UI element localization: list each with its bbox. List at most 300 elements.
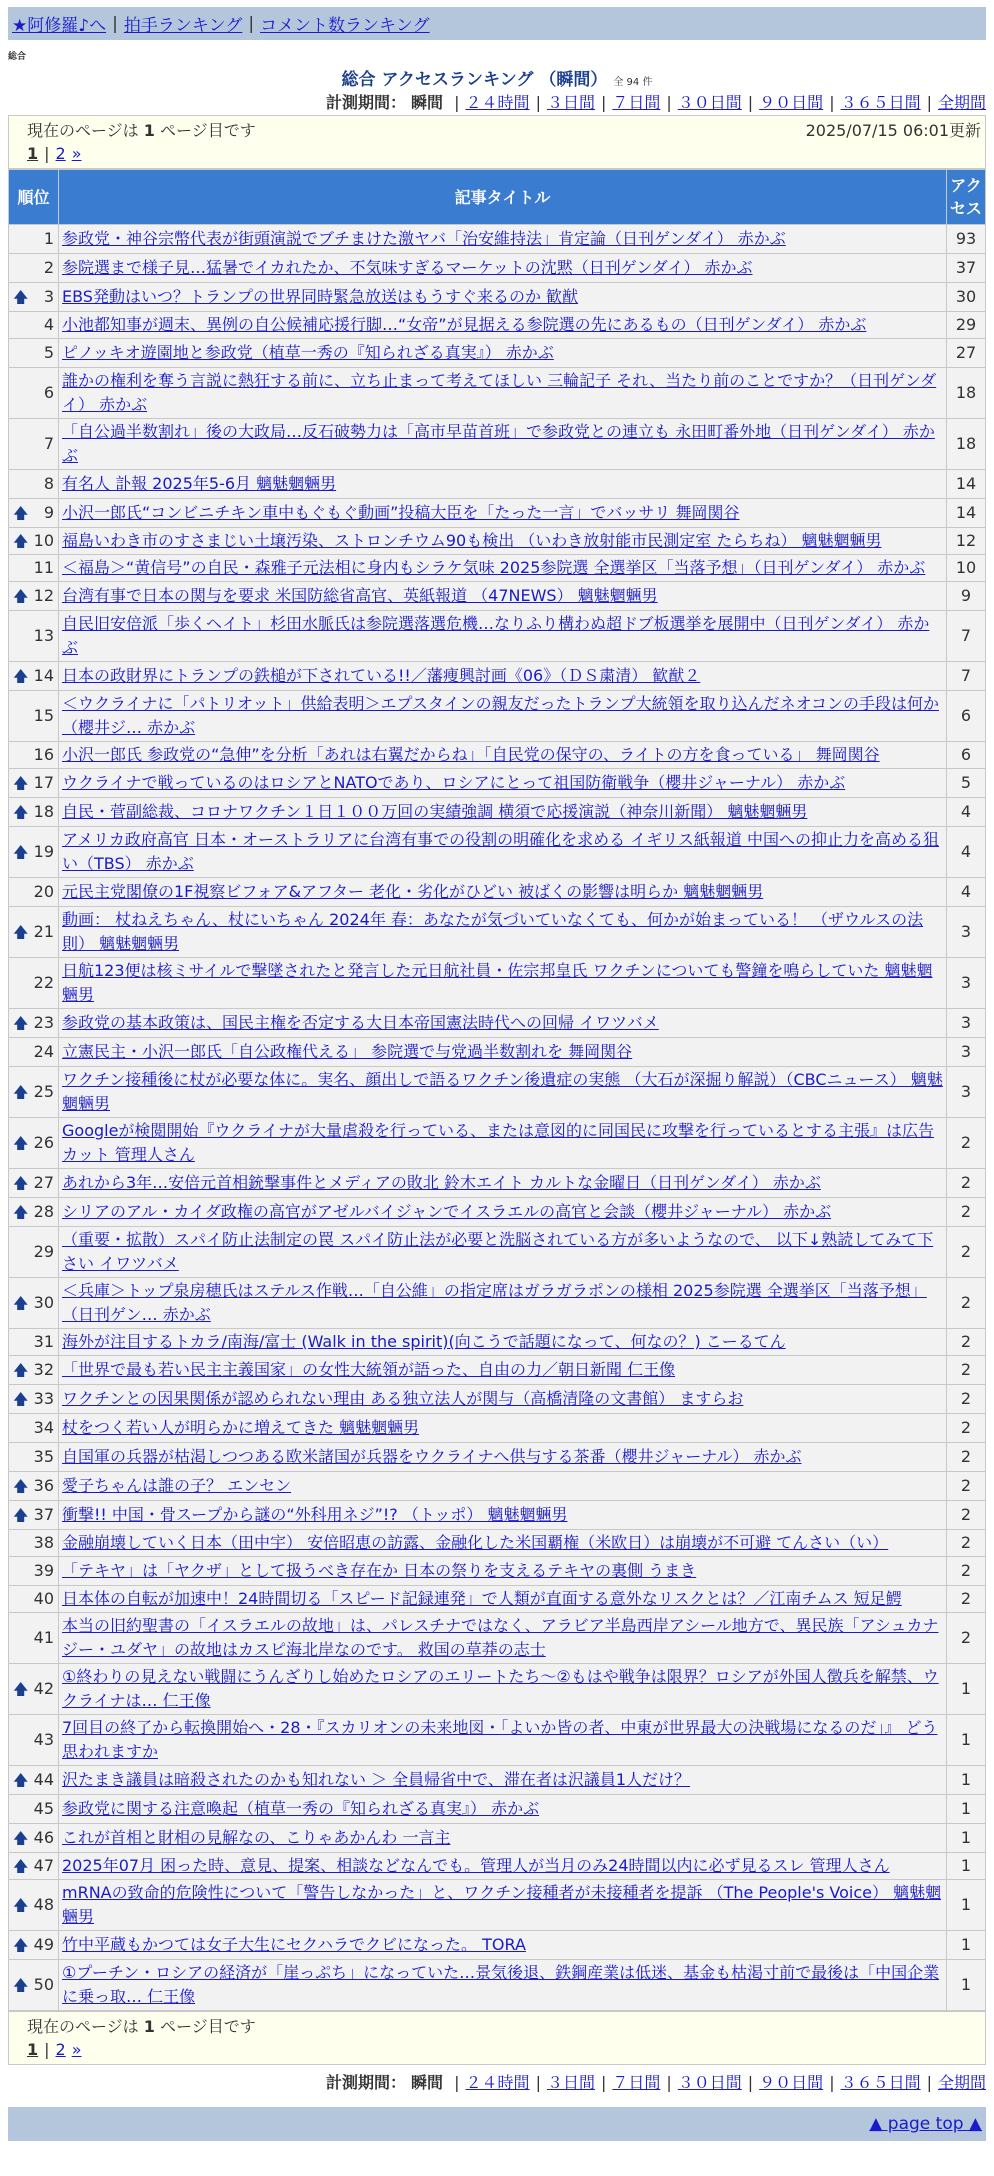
article-link[interactable]: 小沢一郎氏“コンビニチキン車中もぐもぐ動画”投稿大臣を「たった一言」でバッサリ 舞岡関谷 [62,503,740,522]
ranking-row [9,1715,986,1766]
up-arrow-icon: 🡅 [13,1857,29,1875]
period-separator: | [829,93,835,112]
period-separator: | [926,93,932,112]
article-link[interactable]: ワクチン接種後に杖が必要な体に。実名、顔出しで語るワクチン後遺症の実態 （大石が深掘り解説）（CBCニュース） 魑魅魍魎男 [62,1070,943,1113]
title-cell [59,419,947,470]
title-cell [59,1931,947,1960]
title-cell [59,225,947,254]
page-info-top [8,115,986,169]
title-cell [59,1169,947,1198]
title-cell [59,368,947,419]
article-link[interactable]: ＜兵庫＞トップ泉房穂氏はステルス作戦…「自公維」の指定席はガラガラポンの様相 2025参院選 全選挙区「当落予想」（日刊ゲン… 赤かぶ [62,1281,927,1324]
article-link[interactable]: 杖をつく若い人が明らかに増えてきた 魑魅魍魎男 [62,1418,420,1437]
rank-number: 49 [33,1935,54,1954]
rank-number: 35 [33,1447,54,1466]
title-cell [59,1329,947,1356]
period-link[interactable]: ３０日間 [677,93,742,112]
article-link[interactable]: （重要・拡散）スパイ防止法制定の罠 スパイ防止法が必要と洗脳されている方が多いようなので、 以下↓熟読してみて下さい イワツバメ [62,1230,934,1273]
rank-number: 40 [33,1589,54,1608]
ranking-row [9,499,986,528]
rank-number: 21 [33,922,54,941]
access-count: 3 [947,1067,986,1118]
up-arrow-icon: 🡅 [13,1680,29,1698]
title-cell [59,798,947,827]
article-link[interactable]: 「世界で最も若い民主主義国家」の女性大統領が語った、自由の力／朝日新聞 仁王像 [62,1360,676,1379]
ranking-row [9,907,986,958]
period-link[interactable]: 全期間 [937,93,986,112]
rank-number: 38 [33,1533,54,1552]
rank-cell [9,769,59,798]
up-arrow-icon: 🡅 [13,1134,29,1152]
rank-cell [9,1329,59,1356]
period-separator: | [666,2073,672,2092]
rank-cell [9,283,59,312]
up-arrow-icon: 🡅 [13,587,29,605]
article-link[interactable]: 愛子ちゃんは誰の子？ エンセン [62,1476,292,1495]
rank-number: 23 [33,1013,54,1032]
rank-cell [9,528,59,555]
rank-number: 8 [43,474,54,493]
title-cell [59,1067,947,1118]
access-count: 2 [947,1414,986,1443]
period-separator: | [600,93,607,112]
rank-number: 37 [33,1505,54,1524]
article-link[interactable]: ウクライナで戦っているのはロシアとNATOであり、ロシアにとって祖国防衛戦争（櫻井ジャーナル） 赤かぶ [62,773,846,792]
title-cell [59,1038,947,1067]
title-cell [59,742,947,769]
rank-number: 50 [33,1975,54,1994]
ranking-row [9,611,986,662]
title-cell [59,1766,947,1795]
rank-number: 45 [33,1799,54,1818]
title-cell [59,582,947,611]
rank-cell [9,470,59,499]
access-count: 2 [947,1198,986,1227]
period-link[interactable]: ２４時間 [465,93,530,112]
article-link[interactable]: 「自公過半数割れ」後の大政局…反石破勢力は「高市早苗首班」で参政党との連立も 永田町番外地（日刊ゲンダイ） 赤かぶ [62,422,935,465]
nav-separator: | [248,13,255,34]
access-count: 2 [947,1227,986,1278]
article-link[interactable]: 日本の政財界にトランプの鉄槌が下されている!!／藩痩興討画《06》（ＤＳ粛清） 歓猷２ [62,666,701,685]
access-count: 6 [947,691,986,742]
access-count: 37 [947,254,986,283]
access-count: 2 [947,1501,986,1530]
rank-cell [9,368,59,419]
article-link[interactable]: アメリカ政府高官 日本・オーストラリアに台湾有事での役割の明確化を求める イギリス紙報道 中国への抑止力を高める狙い（TBS） 赤かぶ [62,830,940,873]
period-separator: | [666,93,672,112]
title-cell [59,1960,947,2011]
rank-cell [9,254,59,283]
up-arrow-icon: 🡅 [13,1361,29,1379]
article-link[interactable]: 立憲民主・小沢一郎氏「自公政権代える」 参院選で与党過半数割れを 舞岡関谷 [62,1042,633,1061]
period-link[interactable]: ９０日間 [759,2073,824,2092]
rank-cell [9,798,59,827]
access-count: 1 [947,1795,986,1824]
period-link[interactable]: ９０日間 [759,93,824,112]
title-cell [59,662,947,691]
title-cell [59,1824,947,1853]
rank-cell [9,1853,59,1880]
title-cell [59,1530,947,1557]
pager-page-2-link[interactable]: 2 [55,144,66,163]
ranking-row [9,1278,986,1329]
rank-number: 43 [33,1730,54,1749]
article-link[interactable]: ＜福島＞“黄信号”の自民・森雅子元法相に身内もシラケ気味 2025参院選 全選挙区「当落予想」（日刊ゲンダイ） 赤かぶ [62,558,926,577]
ranking-row [9,1038,986,1067]
article-link[interactable]: 小池都知事が週末、異例の自公候補応援行脚…“女帝”が見据える参院選の先にあるもの（日刊ゲンダイ） 赤かぶ [62,315,867,334]
title-cell [59,1715,947,1766]
up-arrow-icon: 🡅 [13,667,29,685]
article-link[interactable]: 自国軍の兵器が枯渇しつつある欧米諸国が兵器をウクライナへ供与する茶番（櫻井ジャーナル） 赤かぶ [62,1447,802,1466]
access-count: 6 [947,742,986,769]
article-link[interactable]: 動画： 杖ねえちゃん、杖にいちゃん 2024年 春：あなたが気づいていなくても、何かが始まっている！ （ザウルスの法則） 魑魅魍魎男 [62,910,924,953]
period-link[interactable]: ２４時間 [465,2073,530,2092]
article-link[interactable]: 日本体の自転が加速中！24時間切る「スピード記録連発」で人類が直面する意外なリスクとは？／江南チムス 短足鰐 [62,1589,902,1608]
ranking-title: 総合 アクセスランキング （瞬間） [341,70,608,90]
rank-cell [9,611,59,662]
rank-number: 30 [33,1293,54,1312]
rank-number: 17 [33,773,54,792]
period-separator: | [926,2073,932,2092]
access-count: 2 [947,1443,986,1472]
access-count: 12 [947,528,986,555]
access-count: 4 [947,827,986,878]
title-cell [59,1880,947,1931]
up-arrow-icon: 🡅 [13,1294,29,1312]
pager-page-2-link[interactable]: 2 [55,2040,66,2059]
access-count: 1 [947,1853,986,1880]
ranking-row [9,1664,986,1715]
ranking-row [9,339,986,368]
pager-current-page: 1 [27,144,39,163]
pager-current-page: 1 [27,2040,39,2059]
period-separator: | [535,93,541,112]
article-link[interactable]: 参政党・神谷宗幣代表が街頭演説でブチまけた激ヤバ「治安維持法」肯定論（日刊ゲンダイ） 赤かぶ [62,229,786,248]
genre-label: 総合 [8,52,27,62]
access-count: 5 [947,769,986,798]
rank-cell [9,1278,59,1329]
title-cell [59,339,947,368]
rank-cell [9,499,59,528]
title-cell [59,254,947,283]
title-cell [59,958,947,1009]
rank-cell [9,1586,59,1613]
ranking-row [9,1586,986,1613]
ranking-row [9,662,986,691]
article-link[interactable]: ①プーチン・ロシアの経済が「崖っぷち」になっていた…景気後退、鉄鋼産業は低迷、基金も枯渇寸前で最後は「中国企業に乗っ取… 仁王像 [62,1963,940,2006]
ranking-row [9,1472,986,1501]
up-arrow-icon: 🡅 [13,803,29,821]
rank-cell [9,555,59,582]
rank-number: 32 [33,1360,54,1379]
ranking-row [9,958,986,1009]
access-count: 4 [947,798,986,827]
title-cell [59,691,947,742]
total-count: 全 94 件 [613,77,653,88]
article-link[interactable]: 台湾有事で日本の関与を要求 米国防総省高官、英紙報道 （47NEWS） 魑魅魍魎男 [62,586,658,605]
title-cell [59,1586,947,1613]
article-link[interactable]: 誰かの権利を奪う言説に熱狂する前に、立ち止まって考えてほしい 三輪記子 それ、当たり前のことですか？（日刊ゲンダイ） 赤かぶ [62,371,937,414]
title-column-header: 記事タイトル [59,170,947,225]
pager-next-link[interactable]: » [71,144,82,163]
up-arrow-icon: 🡅 [13,774,29,792]
rank-cell [9,827,59,878]
pager-next-link[interactable]: » [71,2040,82,2059]
period-link[interactable]: ３６５日間 [840,2073,921,2092]
ranking-row [9,368,986,419]
article-link[interactable]: 小沢一郎氏 参政党の“急伸”を分析「あれは右翼だからね」「自民党の保守の、ライトの方を食っている」 舞岡関谷 [62,745,880,764]
article-link[interactable]: 自民旧安倍派「歩くヘイト」杉田水脈氏は参院選落選危機…なりふり構わぬ超ドブ板選挙を展開中（日刊ゲンダイ） 赤かぶ [62,614,930,657]
ranking-row [9,827,986,878]
rank-number: 29 [33,1242,54,1261]
article-link[interactable]: ワクチンとの因果関係が認められない理由 ある独立法人が関与（高橋清隆の文書館） ますらお [62,1389,744,1408]
rank-cell [9,1824,59,1853]
up-arrow-icon: 🡅 [13,923,29,941]
article-link[interactable]: 衝撃!! 中国・骨スープから謎の“外科用ネジ”!? （トッポ） 魑魅魍魎男 [62,1505,568,1524]
title-cell [59,1414,947,1443]
access-count: 2 [947,1586,986,1613]
ranking-row [9,878,986,907]
title-cell [59,1118,947,1169]
ranking-row [9,1960,986,2011]
article-link[interactable]: 2025年07月 困った時、意見、提案、相談などなんでも。管理人が当月のみ24時間以内に必ず見るスレ 管理人さん [62,1856,890,1875]
rank-number: 25 [33,1082,54,1101]
rank-number: 15 [33,706,54,725]
ranking-row [9,1385,986,1414]
up-arrow-icon: 🡅 [13,1477,29,1495]
article-link[interactable]: ピノッキオ遊園地と参政党（植草一秀の『知られざる真実』） 赤かぶ [62,343,554,362]
page-top-link[interactable]: ▲ page top ▲ [869,2114,982,2134]
current-page-text: 現在のページは 1 ページ目です [27,2017,256,2036]
title-cell [59,1853,947,1880]
title-cell [59,611,947,662]
article-link[interactable]: ＜ウクライナに「パトリオット」供給表明＞エプスタインの親友だったトランプ大統領を取り込んだネオコンの手段は何か（櫻井ジ… 赤かぶ [62,694,939,737]
ranking-row [9,1414,986,1443]
period-link[interactable]: ３日間 [546,2073,595,2092]
rank-number: 7 [43,434,54,453]
ranking-row [9,528,986,555]
period-current: 瞬間 [411,93,444,112]
up-arrow-icon: 🡅 [13,1174,29,1192]
period-link[interactable]: ７日間 [612,93,661,112]
rank-number: 48 [33,1895,54,1914]
article-link[interactable]: EBS発動はいつ？トランプの世界同時緊急放送はもうすぐ来るのか 歓猷 [62,287,579,306]
title-cell [59,827,947,878]
article-link[interactable]: これが首相と財相の見解なの、こりゃあかんわ 一言主 [62,1828,451,1847]
up-arrow-icon: 🡅 [13,1506,29,1524]
ranking-row [9,1009,986,1038]
rank-number: 13 [33,626,54,645]
access-count: 10 [947,555,986,582]
access-count: 1 [947,1880,986,1931]
applause-ranking-link[interactable]: 拍手ランキング [123,16,243,36]
ranking-row [9,1443,986,1472]
rank-number: 46 [33,1828,54,1847]
rank-cell [9,339,59,368]
rank-number: 4 [43,315,54,334]
access-count: 14 [947,499,986,528]
period-label: 計測期間： [325,93,406,112]
rank-cell [9,582,59,611]
ranking-row [9,1118,986,1169]
period-link[interactable]: ７日間 [612,2073,661,2092]
access-count: 1 [947,1715,986,1766]
article-link[interactable]: 自民・菅副総裁、コロナワクチン１日１００万回の実績強調 横須で応援演説（神奈川新聞） 魑魅魍魎男 [62,802,808,821]
article-link[interactable]: 本当の旧約聖書の「イスラエルの故地」は、パレスチナではなく、アラビア半島西岸アシール地方で、異民族「アシュカナジー・ユダヤ」の故地はカスピ海北岸なのです。 救国の草莽の志士 [62,1616,939,1659]
ranking-row [9,283,986,312]
access-count: 1 [947,1766,986,1795]
access-count: 30 [947,283,986,312]
title-cell [59,528,947,555]
up-arrow-icon: 🡅 [13,1896,29,1914]
title-cell [59,1356,947,1385]
period-current: 瞬間 [411,2073,444,2092]
access-count: 2 [947,1329,986,1356]
title-cell [59,283,947,312]
ranking-row [9,1824,986,1853]
access-count: 18 [947,368,986,419]
ranking-row [9,1530,986,1557]
article-link[interactable]: ①終わりの見えない戦闘にうんざりし始めたロシアのエリートたち～②もはや戦争は限界？ロシアが外国人徴兵を解禁、ウクライナは… 仁王像 [62,1667,939,1710]
title-cell [59,769,947,798]
article-link[interactable]: 竹中平蔵もかつては女子大生にセクハラでクビになった。 TORA [62,1935,526,1954]
pager [27,143,981,165]
rank-number: 10 [33,531,54,550]
title-cell [59,470,947,499]
rank-number: 14 [33,666,54,685]
rank-cell [9,958,59,1009]
access-count: 93 [947,225,986,254]
access-count: 2 [947,1385,986,1414]
access-count: 3 [947,1038,986,1067]
rank-cell [9,1557,59,1586]
rank-cell [9,1118,59,1169]
article-link[interactable]: mRNAの致命的危険性について「警告しなかった」と、ワクチン接種者が未接種者を提訴 （The People's Voice） 魑魅魍魎男 [62,1883,942,1926]
article-link[interactable]: 有名人 訃報 2025年5-6月 魑魅魍魎男 [62,474,337,493]
pager-separator: | [44,144,50,163]
article-link[interactable]: 福島いわき市のすさまじい土壌汚染、ストロンチウム90も検出 （いわき放射能市民測定室 たらちね） 魑魅魍魎男 [62,531,882,550]
rank-number: 9 [43,503,54,522]
access-count: 7 [947,662,986,691]
rank-number: 19 [33,842,54,861]
ranking-row [9,470,986,499]
rank-number: 36 [33,1476,54,1495]
title-cell [59,1664,947,1715]
title-cell [59,907,947,958]
up-arrow-icon: 🡅 [13,1936,29,1954]
article-link[interactable]: 元民主党閣僚の1F視察ビフォア&アフター 老化・劣化がひどい 被ばくの影響は明らか 魑魅魍魎男 [62,882,764,901]
ranking-row [9,1227,986,1278]
up-arrow-icon: 🡅 [13,504,29,522]
period-separator: | [747,93,754,112]
period-label: 計測期間： [325,2073,406,2092]
page-info-bottom [8,2011,986,2065]
rank-cell [9,1385,59,1414]
article-link[interactable]: 「テキヤ」は「ヤクザ」として扱うべき存在か 日本の祭りを支えるテキヤの裏側 うまき [62,1561,697,1580]
ranking-row [9,1329,986,1356]
current-page-text: 現在のページは 1 ページ目です [27,121,256,140]
article-link[interactable]: 参政党に関する注意喚起（植草一秀の『知られざる真実』） 赤かぶ [62,1799,540,1818]
rank-column-header: 順位 [9,170,59,225]
home-link[interactable]: ★阿修羅♪へ [12,16,107,36]
title-cell [59,1443,947,1472]
article-link[interactable]: 参政党の基本政策は、国民主権を否定する大日本帝国憲法時代への回帰 イワツバメ [62,1013,659,1032]
article-link[interactable]: 参院選まで様子見…猛暑でイカれたか、不気味すぎるマーケットの沈黙（日刊ゲンダイ） 赤かぶ [62,258,753,277]
rank-number: 42 [33,1679,54,1698]
ranking-row [9,1880,986,1931]
title-cell [59,1795,947,1824]
access-count: 2 [947,1278,986,1329]
rank-cell [9,1009,59,1038]
period-link[interactable]: ３６５日間 [840,93,921,112]
access-count: 1 [947,1824,986,1853]
article-link[interactable]: 7回目の終了から転換開始へ・28・『スカリオンの未来地図・「よいか皆の者、中東が世界最大の決戦場になるのだ」』 どう思われますか [62,1718,938,1761]
up-arrow-icon: 🡅 [13,288,29,306]
rank-cell [9,1795,59,1824]
updated-timestamp: 2025/07/15 06:01更新 [805,121,981,140]
up-arrow-icon: 🡅 [13,1014,29,1032]
access-count: 18 [947,419,986,470]
ranking-row [9,1198,986,1227]
ranking-row [9,1931,986,1960]
rank-number: 47 [33,1856,54,1875]
article-link[interactable]: あれから3年…安倍元首相銃撃事件とメディアの敗北 鈴木エイト カルトな金曜日（日刊ゲンダイ） 赤かぶ [62,1173,821,1192]
up-arrow-icon: 🡅 [13,843,29,861]
title-cell [59,1278,947,1329]
article-link[interactable]: 海外が注目するトカラ/南海/富士 (Walk in the spirit)(向こうで話題になって、何なの？) こーるてん [62,1332,786,1351]
article-link[interactable]: 沢たまき議員は暗殺されたのかも知れない ＞ 全員帰省中で、滞在者は沢議員1人だけ？ [62,1770,691,1789]
ranking-row [9,225,986,254]
up-arrow-icon: 🡅 [13,1829,29,1847]
article-link[interactable]: Googleが検閲開始『ウクライナが大量虐殺を行っている、または意図的に同国民に攻撃を行っているとする主張』は広告カット 管理人さん [62,1121,934,1164]
title-cell [59,312,947,339]
rank-cell [9,1715,59,1766]
rank-cell [9,907,59,958]
access-count: 2 [947,1613,986,1664]
access-count: 2 [947,1118,986,1169]
rank-number: 5 [43,343,54,362]
ranking-table [8,169,986,2011]
rank-cell [9,1067,59,1118]
period-selector-top [8,91,986,115]
access-count: 3 [947,958,986,1009]
article-link[interactable]: 日航123便は核ミサイルで撃墜されたと発言した元日航社員・佐宗邦皇氏 ワクチンについても警鐘を鳴らしていた 魑魅魍魎男 [62,961,933,1004]
ranking-row [9,1766,986,1795]
article-link[interactable]: 金融崩壊していく日本（田中宇） 安倍昭恵の訪露、金融化した米国覇権（米欧日）は崩壊が不可避 てんさい（い） [62,1533,889,1552]
ranking-row [9,1356,986,1385]
period-link[interactable]: 全期間 [937,2073,986,2092]
rank-cell [9,1414,59,1443]
rank-cell [9,1198,59,1227]
period-link[interactable]: ３０日間 [677,2073,742,2092]
rank-cell [9,1880,59,1931]
period-link[interactable]: ３日間 [546,93,595,112]
rank-number: 6 [43,383,54,402]
rank-cell [9,1356,59,1385]
access-count: 9 [947,582,986,611]
rank-number: 18 [33,802,54,821]
rank-cell [9,1472,59,1501]
article-link[interactable]: シリアのアル・カイダ政権の高官がアゼルバイジャンでイスラエルの高官と会談（櫻井ジャーナル） 赤かぶ [62,1202,832,1221]
title-cell [59,1613,947,1664]
up-arrow-icon: 🡅 [13,1390,29,1408]
period-separator: | [454,93,460,112]
rank-number: 28 [33,1202,54,1221]
period-separator: | [829,2073,835,2092]
comment-ranking-link[interactable]: コメント数ランキング [260,16,430,36]
rank-number: 1 [43,229,54,248]
ranking-row [9,691,986,742]
